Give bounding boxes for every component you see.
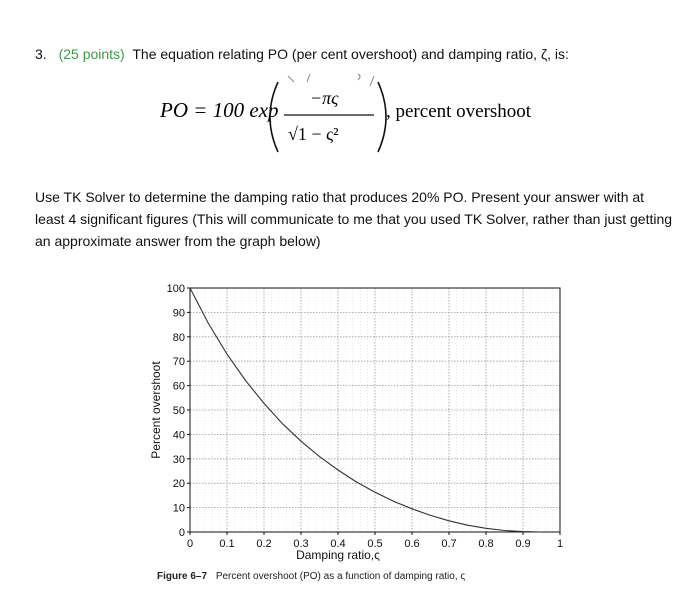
right-paren bbox=[378, 82, 386, 152]
figure-number: Figure 6–7 bbox=[157, 571, 208, 582]
x-tick-label: 0.5 bbox=[367, 538, 383, 550]
x-tick-label: 0.4 bbox=[330, 538, 346, 550]
figure-caption bbox=[157, 571, 465, 582]
formula-denominator: √1 − ς² bbox=[288, 124, 339, 144]
question-number: 3. bbox=[35, 46, 47, 62]
question-points: (25 points) bbox=[58, 46, 125, 62]
x-tick-label: 0.8 bbox=[478, 538, 494, 550]
x-tick-label: 0.1 bbox=[219, 538, 235, 550]
instructions-text: Use TK Solver to determine the damping ratio that produces 20% PO. Present your answer with at least 4 significant figures (This will communicate to me that you used TK Solver, rather than just getting an approximate answer from the graph below) bbox=[35, 189, 673, 249]
x-tick-label: 0.2 bbox=[256, 538, 272, 550]
y-tick-label: 50 bbox=[172, 405, 185, 417]
question-header bbox=[35, 46, 569, 62]
figure-caption-text: Percent overshoot (PO) as a function of damping ratio, ς bbox=[215, 571, 466, 582]
po-curve bbox=[190, 288, 542, 532]
formula-lhs: PO = 100 exp bbox=[160, 98, 279, 122]
x-tick-label: 0.7 bbox=[441, 538, 457, 550]
x-tick-label: 0 bbox=[186, 538, 194, 550]
y-tick-label: 40 bbox=[172, 429, 185, 442]
plot-frame bbox=[190, 288, 560, 532]
overshoot-formula bbox=[160, 72, 620, 162]
x-tick-label: 0.6 bbox=[404, 538, 420, 550]
y-tick-label: 10 bbox=[172, 502, 185, 515]
y-tick-label: 70 bbox=[172, 356, 185, 369]
question-text: The equation relating PO (per cent overshoot) and damping ratio, ζ, is: bbox=[132, 46, 569, 62]
y-axis-label: Percent overshoot bbox=[149, 361, 163, 459]
formula-numerator: −πς bbox=[310, 88, 339, 108]
x-axis-label: Damping ratio,ς bbox=[296, 548, 380, 562]
y-tick-label: 60 bbox=[172, 380, 185, 393]
x-tick-label: 0.3 bbox=[293, 538, 309, 550]
x-tick-label: 0.9 bbox=[515, 538, 531, 550]
y-tick-label: 100 bbox=[166, 283, 185, 295]
y-tick-label: 90 bbox=[172, 307, 185, 320]
formula-suffix: , percent overshoot bbox=[386, 101, 532, 122]
x-tick-label: 1 bbox=[556, 538, 564, 550]
y-tick-label: 80 bbox=[172, 331, 185, 344]
y-tick-label: 0 bbox=[178, 527, 185, 539]
y-tick-label: 30 bbox=[172, 453, 185, 466]
y-tick-label: 20 bbox=[172, 478, 185, 491]
